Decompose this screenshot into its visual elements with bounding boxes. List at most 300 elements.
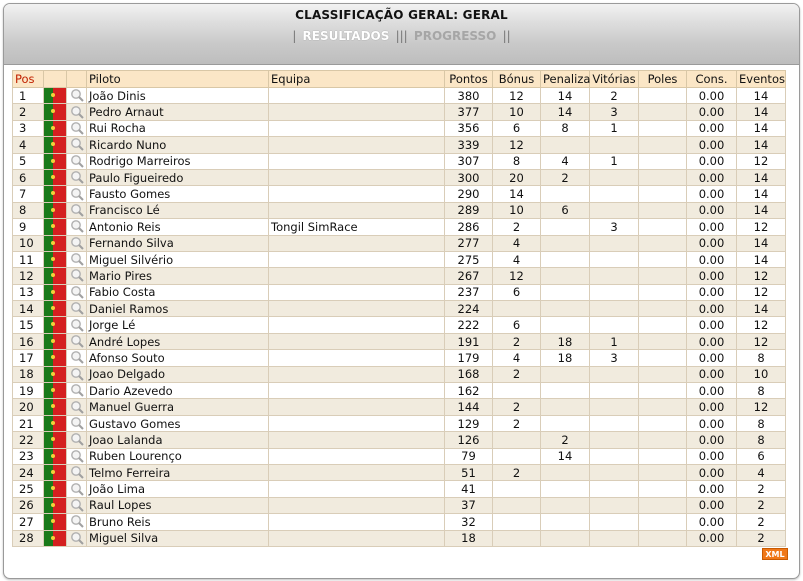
details-cell[interactable]	[67, 153, 87, 169]
magnifier-icon	[69, 449, 85, 464]
cell-equipa	[269, 333, 445, 349]
standings-table	[12, 70, 786, 547]
cell-piloto[interactable]: Fausto Gomes	[87, 186, 269, 202]
cell-eventos: 12	[737, 317, 786, 333]
cell-penaliza	[541, 284, 590, 300]
cell-pontos: 79	[445, 448, 493, 464]
tab-resultados[interactable]: RESULTADOS	[302, 29, 390, 43]
cell-pos: 1	[13, 88, 44, 104]
flag-cell	[44, 153, 67, 169]
cell-bonus	[493, 514, 541, 530]
cell-eventos: 14	[737, 88, 786, 104]
cell-piloto[interactable]: Rodrigo Marreiros	[87, 153, 269, 169]
table-row[interactable]	[13, 366, 786, 382]
cell-poles	[639, 514, 687, 530]
cell-pontos: 290	[445, 186, 493, 202]
cell-poles	[639, 251, 687, 267]
cell-poles	[639, 333, 687, 349]
cell-equipa	[269, 464, 445, 480]
table-row[interactable]	[13, 448, 786, 464]
cell-penaliza	[541, 366, 590, 382]
cell-pos: 12	[13, 268, 44, 284]
cell-vitorias: 3	[590, 219, 639, 235]
cell-piloto[interactable]: Jorge Lé	[87, 317, 269, 333]
details-cell[interactable]	[67, 137, 87, 153]
page-title: CLASSIFICAÇÃO GERAL: GERAL	[295, 8, 508, 22]
cell-equipa	[269, 284, 445, 300]
flag-cell	[44, 104, 67, 120]
cell-piloto[interactable]: André Lopes	[87, 333, 269, 349]
flag-cell	[44, 235, 67, 251]
details-cell[interactable]	[67, 120, 87, 136]
cell-poles	[639, 104, 687, 120]
cell-penaliza: 14	[541, 104, 590, 120]
table-row[interactable]	[13, 235, 786, 251]
column-header-vitorias[interactable]: Vitórias	[590, 71, 639, 88]
cell-bonus: 6	[493, 284, 541, 300]
cell-cons: 0.00	[687, 333, 737, 349]
cell-pontos: 277	[445, 235, 493, 251]
cell-eventos: 4	[737, 464, 786, 480]
cell-penaliza	[541, 186, 590, 202]
cell-piloto[interactable]: Pedro Arnaut	[87, 104, 269, 120]
column-header-pontos[interactable]: Pontos	[445, 71, 493, 88]
cell-piloto[interactable]: Joao Lalanda	[87, 432, 269, 448]
cell-eventos: 2	[737, 530, 786, 546]
details-cell[interactable]	[67, 432, 87, 448]
cell-vitorias	[590, 284, 639, 300]
cell-piloto[interactable]: Francisco Lé	[87, 202, 269, 218]
cell-pontos: 37	[445, 497, 493, 513]
portugal-flag-icon	[44, 317, 66, 332]
cell-poles	[639, 366, 687, 382]
cell-poles	[639, 284, 687, 300]
details-cell[interactable]	[67, 251, 87, 267]
cell-cons: 0.00	[687, 432, 737, 448]
cell-equipa	[269, 120, 445, 136]
cell-penaliza	[541, 415, 590, 431]
tab-bar	[4, 29, 799, 43]
cell-piloto[interactable]: Manuel Guerra	[87, 399, 269, 415]
cell-bonus	[493, 301, 541, 317]
cell-piloto[interactable]: Antonio Reis	[87, 219, 269, 235]
cell-vitorias	[590, 169, 639, 185]
cell-vitorias: 3	[590, 350, 639, 366]
cell-pos: 25	[13, 481, 44, 497]
column-header-poles[interactable]: Poles	[639, 71, 687, 88]
cell-penaliza	[541, 235, 590, 251]
details-cell[interactable]	[67, 235, 87, 251]
cell-vitorias: 1	[590, 333, 639, 349]
cell-penaliza: 6	[541, 202, 590, 218]
cell-pos: 15	[13, 317, 44, 333]
cell-cons: 0.00	[687, 415, 737, 431]
table-row[interactable]	[13, 120, 786, 136]
cell-piloto[interactable]: Raul Lopes	[87, 497, 269, 513]
tab-separator: ||	[502, 29, 511, 43]
cell-vitorias	[590, 317, 639, 333]
cell-eventos: 14	[737, 301, 786, 317]
cell-poles	[639, 88, 687, 104]
cell-piloto[interactable]: Paulo Figueiredo	[87, 169, 269, 185]
cell-vitorias: 1	[590, 153, 639, 169]
magnifier-icon	[69, 318, 85, 333]
cell-equipa	[269, 301, 445, 317]
cell-equipa	[269, 383, 445, 399]
cell-bonus: 4	[493, 350, 541, 366]
cell-equipa	[269, 350, 445, 366]
portugal-flag-icon	[44, 236, 66, 251]
cell-piloto[interactable]: Daniel Ramos	[87, 301, 269, 317]
flag-cell	[44, 415, 67, 431]
details-cell[interactable]	[67, 514, 87, 530]
cell-penaliza	[541, 481, 590, 497]
table-row[interactable]	[13, 514, 786, 530]
cell-bonus: 12	[493, 88, 541, 104]
cell-bonus	[493, 448, 541, 464]
cell-pontos: 18	[445, 530, 493, 546]
table-row[interactable]	[13, 104, 786, 120]
portugal-flag-icon	[44, 219, 66, 234]
table-row[interactable]	[13, 186, 786, 202]
details-cell[interactable]	[67, 219, 87, 235]
details-cell[interactable]	[67, 415, 87, 431]
table-row[interactable]	[13, 284, 786, 300]
cell-poles	[639, 120, 687, 136]
flag-cell	[44, 464, 67, 480]
cell-piloto[interactable]: Telmo Ferreira	[87, 464, 269, 480]
cell-pontos: 275	[445, 251, 493, 267]
portugal-flag-icon	[44, 350, 66, 365]
magnifier-icon	[69, 285, 85, 300]
portugal-flag-icon	[44, 268, 66, 283]
flag-cell	[44, 284, 67, 300]
cell-pontos: 356	[445, 120, 493, 136]
flag-cell	[44, 120, 67, 136]
cell-bonus: 10	[493, 104, 541, 120]
magnifier-icon	[69, 432, 85, 447]
flag-cell	[44, 350, 67, 366]
cell-cons: 0.00	[687, 366, 737, 382]
details-cell[interactable]	[67, 383, 87, 399]
cell-penaliza: 14	[541, 88, 590, 104]
table-row[interactable]	[13, 530, 786, 546]
details-cell[interactable]	[67, 333, 87, 349]
cell-equipa	[269, 432, 445, 448]
cell-pontos: 41	[445, 481, 493, 497]
table-row[interactable]	[13, 137, 786, 153]
cell-cons: 0.00	[687, 317, 737, 333]
cell-poles	[639, 497, 687, 513]
portugal-flag-icon	[44, 170, 66, 185]
table-row[interactable]	[13, 317, 786, 333]
cell-pontos: 126	[445, 432, 493, 448]
details-cell[interactable]	[67, 366, 87, 382]
portugal-flag-icon	[44, 104, 66, 119]
table-row[interactable]	[13, 383, 786, 399]
column-header-eventos[interactable]: Eventos	[737, 71, 786, 88]
cell-piloto[interactable]: Joao Delgado	[87, 366, 269, 382]
cell-piloto[interactable]: Dario Azevedo	[87, 383, 269, 399]
magnifier-icon	[69, 154, 85, 169]
details-cell[interactable]	[67, 186, 87, 202]
cell-vitorias	[590, 415, 639, 431]
cell-vitorias	[590, 251, 639, 267]
cell-vitorias	[590, 497, 639, 513]
cell-bonus: 12	[493, 268, 541, 284]
cell-equipa	[269, 497, 445, 513]
cell-eventos: 8	[737, 383, 786, 399]
table-row[interactable]	[13, 350, 786, 366]
cell-penaliza: 8	[541, 120, 590, 136]
cell-pos: 16	[13, 333, 44, 349]
cell-pos: 3	[13, 120, 44, 136]
magnifier-icon	[69, 383, 85, 398]
flag-cell	[44, 186, 67, 202]
portugal-flag-icon	[44, 121, 66, 136]
cell-vitorias: 2	[590, 88, 639, 104]
magnifier-icon	[69, 416, 85, 431]
cell-bonus: 6	[493, 317, 541, 333]
cell-pontos: 307	[445, 153, 493, 169]
column-header-piloto[interactable]: Piloto	[87, 71, 269, 88]
cell-cons: 0.00	[687, 448, 737, 464]
portugal-flag-icon	[44, 449, 66, 464]
cell-penaliza: 18	[541, 333, 590, 349]
cell-equipa	[269, 88, 445, 104]
column-header-equipa[interactable]: Equipa	[269, 71, 445, 88]
magnifier-icon	[69, 170, 85, 185]
magnifier-icon	[69, 268, 85, 283]
details-cell[interactable]	[67, 169, 87, 185]
cell-cons: 0.00	[687, 219, 737, 235]
cell-penaliza	[541, 514, 590, 530]
cell-poles	[639, 383, 687, 399]
details-cell[interactable]	[67, 104, 87, 120]
cell-pos: 2	[13, 104, 44, 120]
cell-poles	[639, 153, 687, 169]
cell-cons: 0.00	[687, 399, 737, 415]
table-row[interactable]	[13, 464, 786, 480]
table-row[interactable]	[13, 415, 786, 431]
flag-cell	[44, 169, 67, 185]
tab-progresso[interactable]: PROGRESSO	[413, 29, 497, 43]
flag-cell	[44, 383, 67, 399]
cell-eventos: 12	[737, 333, 786, 349]
cell-equipa	[269, 399, 445, 415]
cell-pos: 19	[13, 383, 44, 399]
cell-equipa	[269, 186, 445, 202]
cell-vitorias	[590, 530, 639, 546]
cell-equipa: Tongil SimRace	[269, 219, 445, 235]
details-cell[interactable]	[67, 448, 87, 464]
cell-poles	[639, 317, 687, 333]
table-row[interactable]	[13, 251, 786, 267]
cell-piloto[interactable]: Rui Rocha	[87, 120, 269, 136]
table-row[interactable]	[13, 399, 786, 415]
cell-equipa	[269, 415, 445, 431]
column-header-flag	[44, 71, 67, 88]
cell-piloto[interactable]: Afonso Souto	[87, 350, 269, 366]
magnifier-icon	[69, 88, 85, 103]
cell-piloto[interactable]: Bruno Reis	[87, 514, 269, 530]
cell-equipa	[269, 153, 445, 169]
xml-export-button[interactable]: XML	[762, 548, 788, 560]
magnifier-icon	[69, 334, 85, 349]
cell-cons: 0.00	[687, 284, 737, 300]
cell-vitorias	[590, 383, 639, 399]
cell-eventos: 2	[737, 481, 786, 497]
cell-penaliza	[541, 301, 590, 317]
table-row[interactable]	[13, 153, 786, 169]
portugal-flag-icon	[44, 399, 66, 414]
table-body	[13, 88, 786, 547]
magnifier-icon	[69, 400, 85, 415]
cell-piloto[interactable]: João Lima	[87, 481, 269, 497]
cell-piloto[interactable]: Ruben Lourenço	[87, 448, 269, 464]
column-header-details	[67, 71, 87, 88]
column-header-cons[interactable]: Cons.	[687, 71, 737, 88]
cell-pos: 4	[13, 137, 44, 153]
cell-cons: 0.00	[687, 186, 737, 202]
cell-equipa	[269, 104, 445, 120]
cell-cons: 0.00	[687, 88, 737, 104]
cell-equipa	[269, 448, 445, 464]
details-cell[interactable]	[67, 481, 87, 497]
cell-piloto[interactable]: Fabio Costa	[87, 284, 269, 300]
table-row[interactable]	[13, 202, 786, 218]
cell-piloto[interactable]: Ricardo Nuno	[87, 137, 269, 153]
details-cell[interactable]	[67, 530, 87, 546]
details-cell[interactable]	[67, 301, 87, 317]
flag-cell	[44, 497, 67, 513]
column-header-bonus[interactable]: Bónus	[493, 71, 541, 88]
cell-bonus: 4	[493, 235, 541, 251]
cell-poles	[639, 350, 687, 366]
cell-piloto[interactable]: Miguel Silva	[87, 530, 269, 546]
cell-penaliza	[541, 268, 590, 284]
cell-cons: 0.00	[687, 481, 737, 497]
portugal-flag-icon	[44, 334, 66, 349]
cell-equipa	[269, 530, 445, 546]
cell-piloto[interactable]: Gustavo Gomes	[87, 415, 269, 431]
cell-pos: 6	[13, 169, 44, 185]
portugal-flag-icon	[44, 432, 66, 447]
table-row[interactable]	[13, 169, 786, 185]
cell-penaliza	[541, 317, 590, 333]
details-cell[interactable]	[67, 317, 87, 333]
cell-penaliza	[541, 399, 590, 415]
cell-equipa	[269, 235, 445, 251]
cell-pontos: 222	[445, 317, 493, 333]
cell-poles	[639, 235, 687, 251]
flag-cell	[44, 317, 67, 333]
table-row[interactable]	[13, 219, 786, 235]
cell-bonus	[493, 481, 541, 497]
cell-vitorias	[590, 514, 639, 530]
cell-equipa	[269, 251, 445, 267]
details-cell[interactable]	[67, 497, 87, 513]
cell-eventos: 12	[737, 219, 786, 235]
cell-poles	[639, 169, 687, 185]
portugal-flag-icon	[44, 88, 66, 103]
cell-bonus: 2	[493, 219, 541, 235]
cell-pontos: 267	[445, 268, 493, 284]
table-row[interactable]	[13, 88, 786, 104]
flag-cell	[44, 514, 67, 530]
cell-cons: 0.00	[687, 137, 737, 153]
cell-piloto[interactable]: Miguel Silvério	[87, 251, 269, 267]
table-row[interactable]	[13, 333, 786, 349]
cell-penaliza	[541, 251, 590, 267]
table-row[interactable]	[13, 481, 786, 497]
details-cell[interactable]	[67, 399, 87, 415]
cell-poles	[639, 481, 687, 497]
cell-pos: 28	[13, 530, 44, 546]
cell-piloto[interactable]: João Dinis	[87, 88, 269, 104]
details-cell[interactable]	[67, 88, 87, 104]
cell-bonus: 14	[493, 186, 541, 202]
cell-pontos: 162	[445, 383, 493, 399]
table-row[interactable]	[13, 497, 786, 513]
cell-equipa	[269, 169, 445, 185]
magnifier-icon	[69, 498, 85, 513]
cell-cons: 0.00	[687, 301, 737, 317]
cell-bonus	[493, 432, 541, 448]
cell-piloto[interactable]: Mario Pires	[87, 268, 269, 284]
flag-cell	[44, 530, 67, 546]
cell-pontos: 339	[445, 137, 493, 153]
cell-poles	[639, 137, 687, 153]
cell-pos: 23	[13, 448, 44, 464]
cell-bonus: 12	[493, 137, 541, 153]
flag-cell	[44, 448, 67, 464]
cell-eventos: 14	[737, 169, 786, 185]
cell-pos: 18	[13, 366, 44, 382]
cell-cons: 0.00	[687, 169, 737, 185]
column-header-pos[interactable]: Pos	[13, 71, 44, 88]
portugal-flag-icon	[44, 465, 66, 480]
magnifier-icon	[69, 482, 85, 497]
cell-pos: 7	[13, 186, 44, 202]
cell-pos: 17	[13, 350, 44, 366]
details-cell[interactable]	[67, 202, 87, 218]
cell-cons: 0.00	[687, 120, 737, 136]
table-row[interactable]	[13, 432, 786, 448]
cell-bonus	[493, 497, 541, 513]
details-cell[interactable]	[67, 268, 87, 284]
cell-vitorias	[590, 186, 639, 202]
cell-pontos: 144	[445, 399, 493, 415]
details-cell[interactable]	[67, 464, 87, 480]
cell-poles	[639, 432, 687, 448]
column-header-penaliza[interactable]: Penaliza	[541, 71, 590, 88]
cell-pontos: 377	[445, 104, 493, 120]
portugal-flag-icon	[44, 531, 66, 546]
cell-bonus: 10	[493, 202, 541, 218]
cell-piloto[interactable]: Fernando Silva	[87, 235, 269, 251]
cell-pos: 22	[13, 432, 44, 448]
table-row[interactable]	[13, 301, 786, 317]
flag-cell	[44, 432, 67, 448]
details-cell[interactable]	[67, 284, 87, 300]
cell-pos: 11	[13, 251, 44, 267]
cell-cons: 0.00	[687, 104, 737, 120]
details-cell[interactable]	[67, 350, 87, 366]
portugal-flag-icon	[44, 203, 66, 218]
cell-equipa	[269, 268, 445, 284]
table-row[interactable]	[13, 268, 786, 284]
